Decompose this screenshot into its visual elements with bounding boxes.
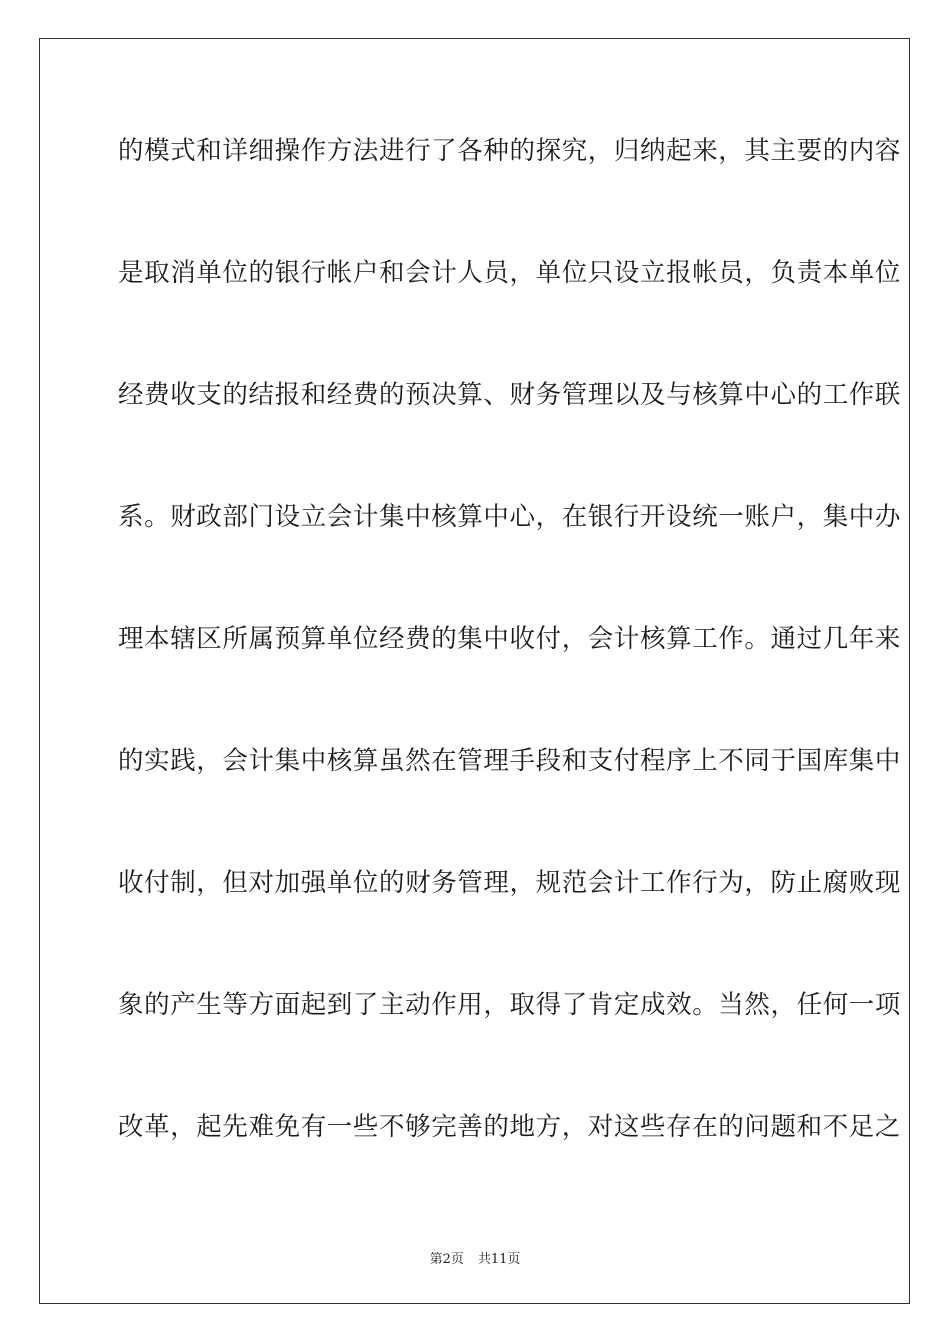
text-line: 象的产生等方面起到了主动作用，取得了肯定成效。当然，任何一项 (118, 990, 902, 1020)
page-total: 共11页 (477, 1252, 521, 1267)
text-line: 的实践，会计集中核算虽然在管理手段和支付程序上不同于国库集中 (118, 746, 902, 776)
text-line: 的模式和详细操作方法进行了各种的探究，归纳起来，其主要的内容 (118, 136, 902, 166)
text-line: 系。财政部门设立会计集中核算中心，在银行开设统一账户，集中办 (118, 502, 902, 532)
document-body (118, 128, 902, 1226)
page-footer (0, 1248, 950, 1267)
text-line: 经费收支的结报和经费的预决算、财务管理以及与核算中心的工作联 (118, 380, 902, 410)
text-line: 收付制，但对加强单位的财务管理，规范会计工作行为，防止腐败现 (118, 868, 902, 898)
text-line: 是取消单位的银行帐户和会计人员，单位只设立报帐员，负责本单位 (118, 258, 902, 288)
page-number: 第2页 (429, 1252, 464, 1267)
text-line: 理本辖区所属预算单位经费的集中收付，会计核算工作。通过几年来 (118, 624, 902, 654)
text-line: 改革，起先难免有一些不够完善的地方，对这些存在的问题和不足之 (118, 1112, 902, 1142)
